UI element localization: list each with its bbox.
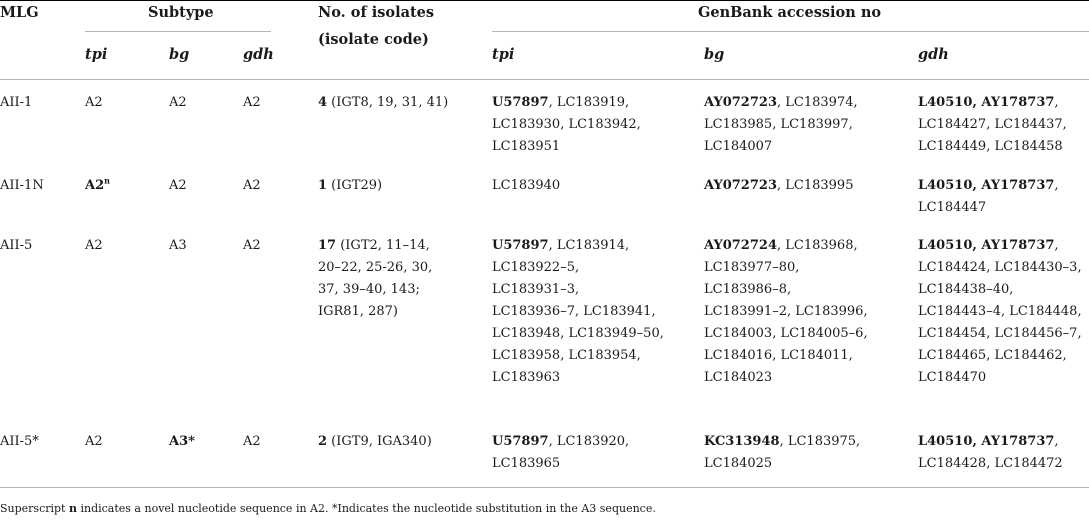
row-aii-5-isolates: 17 (IGT2, 11–14, 20–22, 25-26, 30, 37, 39–40, 143; IGR81, 287) [318,238,433,319]
row-aii-1n-isolates: 1 (IGT29) [318,178,383,193]
row-aii-5-mlg: AII-5 [0,238,33,253]
row-aii-5-star-mlg: AII-5* [0,434,39,449]
row-aii-5-tpi: A2 [85,238,103,253]
row-aii-5-star-bg: A3* [169,434,195,449]
row-aii-1n-acc-tpi: LC183940 [492,178,561,193]
header-genbank: GenBank accession no [698,4,882,21]
table-footnote: Superscript n indicates a novel nucleotide sequence in A2. *Indicates the nucleotide substitution in the A3 sequence. [0,502,656,515]
row-aii-1n-bg: A2 [169,178,187,193]
top-rule [0,0,1089,1]
row-aii-1n-gdh: A2 [243,178,261,193]
header-bottom-rule [0,79,1089,80]
row-aii-5-star-acc-gdh: L40510, AY178737, LC184428, LC184472 [918,434,1063,471]
subtype-underline [85,31,271,32]
header-accession-bg: bg [704,46,725,63]
header-isolates-line2: (isolate code) [318,31,429,48]
header-accession-gdh: gdh [918,46,949,63]
table-bottom-rule [0,487,1089,488]
row-aii-5-bg: A3 [169,238,187,253]
row-aii-1n-acc-bg: AY072723, LC183995 [704,178,854,193]
header-subtype-tpi: tpi [85,46,108,63]
row-aii-5-acc-bg: AY072724, LC183968, LC183977–80, LC183986–8, LC183991–2, LC183996, LC184003, LC184005–6, LC184016, LC184011, LC184023 [704,238,868,385]
row-aii-1-isolates: 4 (IGT8, 19, 31, 41) [318,95,449,110]
row-aii-1-mlg: AII-1 [0,95,33,110]
header-subtype: Subtype [148,4,214,21]
row-aii-5-acc-tpi: U57897, LC183914, LC183922–5, LC183931–3, LC183936–7, LC183941, LC183948, LC183949–50, LC183958, LC183954, LC183963 [492,238,664,385]
row-aii-1-bg: A2 [169,95,187,110]
row-aii-1n-acc-gdh: L40510, AY178737, LC184447 [918,178,1059,215]
row-aii-5-star-tpi: A2 [85,434,103,449]
header-accession-tpi: tpi [492,46,515,63]
row-aii-1-acc-bg: AY072723, LC183974, LC183985, LC183997, LC184007 [704,95,858,154]
row-aii-5-star-isolates: 2 (IGT9, IGA340) [318,434,432,449]
row-aii-1-gdh: A2 [243,95,261,110]
header-mlg: MLG [0,4,39,21]
row-aii-5-gdh: A2 [243,238,261,253]
header-subtype-gdh: gdh [243,46,274,63]
row-aii-1-tpi: A2 [85,95,103,110]
row-aii-5-star-acc-tpi: U57897, LC183920, LC183965 [492,434,630,471]
row-aii-5-star-gdh: A2 [243,434,261,449]
row-aii-5-acc-gdh: L40510, AY178737, LC184424, LC184430–3, LC184438–40, LC184443–4, LC184448, LC184454, LC184456–7, LC184465, LC184462, LC184470 [918,238,1082,385]
genbank-underline [492,31,1089,32]
row-aii-1n-tpi: A2$^n$ [85,175,110,193]
row-aii-1n-mlg: AII-1N [0,178,44,193]
row-aii-1-acc-gdh: L40510, AY178737, LC184427, LC184437, LC184449, LC184458 [918,95,1067,154]
row-aii-5-star-acc-bg: KC313948, LC183975, LC184025 [704,434,861,471]
row-aii-1-acc-tpi: U57897, LC183919, LC183930, LC183942, LC183951 [492,95,641,154]
header-subtype-bg: bg [169,46,190,63]
header-isolates-line1: No. of isolates [318,4,435,21]
